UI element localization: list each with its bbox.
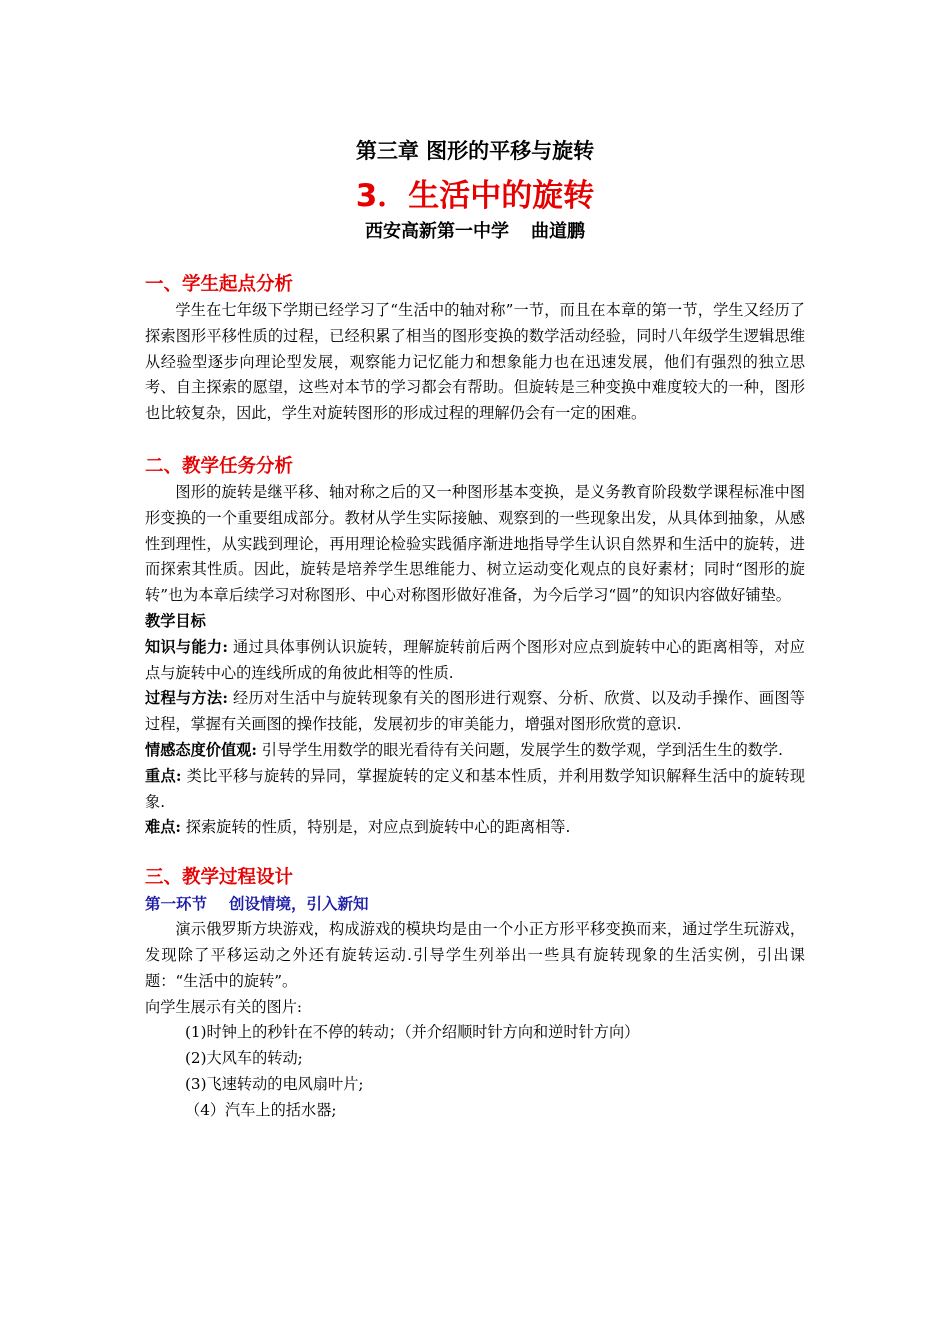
objective-term: 知识与能力: (145, 637, 228, 656)
objective-term: 重点: (145, 766, 182, 785)
lesson-title: 3．生活中的旋转 (355, 178, 595, 214)
section-title-task-analysis: 二、教学任务分析 (145, 455, 294, 477)
step-one-label: 第一环节 (145, 895, 208, 914)
objective-text: 类比平移与旋转的异同，掌握旋转的定义和基本性质，并利用数学知识解释生活中的旋转现象. (145, 766, 806, 811)
objective-process (145, 686, 805, 738)
objective-text: 通过具体事例认识旋转，理解旋转前后两个图形对应点到旋转中心的距离相等，对应点与旋转中心的连线所成的角彼此相等的性质. (145, 637, 805, 682)
student-analysis-paragraph: 学生在七年级下学期已经学习了“生活中的轴对称”一节，而且在本章的第一节，学生又经历了探索图形平移性质的过程，已经积累了相当的图形变换的数学活动经验，同时八年级学生逻辑思维从经验型逐步向理论型发展，观察能力记忆能力和想象能力也在迅速发展，他们有强烈的独立思考、自主探索的愿望，这些对本节的学习都会有帮助。但旋转是三种变换中难度较大的一种，图形也比较复杂，因此，学生对旋转图形的形成过程的理解仍会有一定的困难。 (145, 301, 805, 423)
objectives-label: 教学目标 (145, 611, 206, 630)
task-analysis-paragraph: 图形的旋转是继平移、轴对称之后的又一种图形基本变换，是义务教育阶段数学课程标准中图形变换的一个重要组成部分。教材从学生实际接触、观察到的一些现象出发，从具体到抽象，从感性到理性，从实践到理论，再用理论检验实践循序渐进地指导学生认识自然界和生活中的旋转，进而探索其性质。因此，旋转是培养学生思维能力、树立运动变化观点的良好素材；同时“图形的旋转”也为本章后续学习对称图形、中心对称图形做好准备，为今后学习“圆”的知识内容做好铺垫。 (145, 482, 805, 605)
picture-list-item: (3)飞速转动的电风扇叶片; (185, 1074, 364, 1093)
objective-text: 经历对生活中与旋转现象有关的图形进行观察、分析、欣赏、以及动手操作、画图等过程，掌握有关画图的操作技能，发展初步的审美能力，增强对图形欣赏的意识. (145, 689, 805, 734)
step-one-title: 创设情境，引入新知 (229, 895, 369, 914)
objective-term: 难点: (145, 818, 181, 837)
school-name: 西安高新第一中学 (365, 221, 509, 242)
author-name: 曲道鹏 (531, 221, 585, 242)
chapter-title: 第三章 图形的平移与旋转 (355, 139, 595, 163)
objective-text: 引导学生用数学的眼光看待有关问题，发展学生的数学观，学到活生生的数学. (256, 740, 783, 759)
pictures-intro: 向学生展示有关的图片: (145, 997, 302, 1016)
picture-list-item: (2)大风车的转动; (185, 1049, 303, 1068)
objective-text: 探索旋转的性质，特别是，对应点到旋转中心的距离相等. (180, 818, 571, 837)
objective-term: 过程与方法: (145, 689, 228, 708)
step-one-paragraph: 演示俄罗斯方块游戏，构成游戏的模块均是由一个小正方形平移变换而来，通过学生玩游戏，发现除了平移运动之外还有旋转运动.引导学生列举出一些具有旋转现象的生活实例，引出课题：“生活中的旋转”。 (145, 920, 805, 990)
document-page (145, 136, 805, 1124)
section-title-process-design: 三、教学过程设计 (145, 867, 294, 889)
objective-term: 情感态度价值观: (145, 740, 257, 759)
author-line (145, 218, 805, 246)
picture-list-item: (1)时钟上的秒针在不停的转动；（并介绍顺时针方向和逆时针方向） (185, 1023, 640, 1042)
objective-attitude (145, 738, 805, 764)
picture-list-item: （4）汽车上的括水器; (185, 1100, 337, 1119)
objective-knowledge (145, 635, 805, 687)
section-title-student-analysis: 一、学生起点分析 (145, 274, 294, 295)
objective-difficulty (145, 815, 805, 841)
step-one-heading (145, 891, 805, 917)
objective-key-point (145, 764, 805, 816)
